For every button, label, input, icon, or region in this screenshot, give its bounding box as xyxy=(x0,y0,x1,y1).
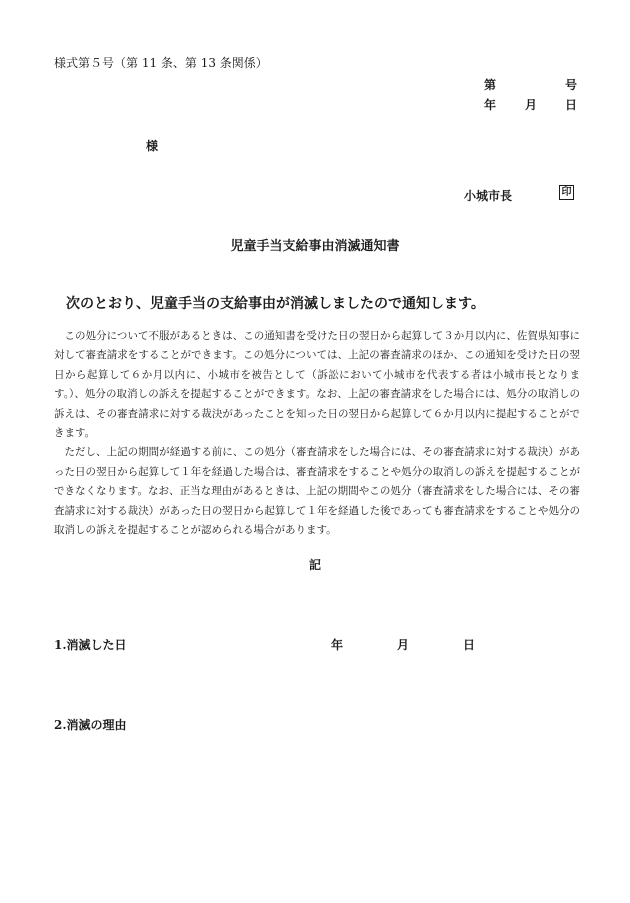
extinction-date-day: 日 xyxy=(463,638,476,652)
lead-sentence: 次のとおり、児童手当の支給事由が消滅しましたので通知します。 xyxy=(66,296,485,312)
appeal-notice xyxy=(54,327,580,540)
document-date xyxy=(484,96,578,113)
appeal-notice-paragraph-1: この処分について不服があるときは、この通知書を受けた日の翌日から起算して３か月以内に、佐賀県知事に対して審査請求をすることができます。この処分については、上記の審査請求のほか、この通知を受けた日の翌日から起算して６か月以内に、小城市を被告として（訴訟において小城市を代表する者は小城市長となります。）、処分の取消しの訴えを提起することができます。なお、上記の審査請求をした場合には、処分の取消しの訴えは、その審査請求に対する裁決があったことを知った日の翌日から起算して６か月以内に提起することができます。 xyxy=(54,330,580,440)
document-date-day: 日 xyxy=(565,98,578,112)
extinction-reason-label: 2.消滅の理由 xyxy=(54,718,127,732)
document-number xyxy=(484,76,578,93)
issuer-title: 小城市長 xyxy=(464,189,513,203)
seal-stamp: 印 xyxy=(559,185,574,200)
ki-heading: 記 xyxy=(308,558,321,572)
form-reference: 様式第５号（第 11 条、第 13 条関係） xyxy=(54,56,268,70)
appeal-notice-paragraph-2: ただし、上記の期間が経過する前に、この処分（審査請求をした場合には、その審査請求に対する裁決）があった日の翌日から起算して１年を経過した場合は、審査請求をすることや処分の取消しの訴えを提起することができなくなります。なお、正当な理由があるときは、上記の期間やこの処分（審査請求をした場合には、その審査請求に対する裁決）があった日の翌日から起算して１年を経過した後であっても審査請求をすることや処分の取消しの訴えを提起することが認められる場合があります。 xyxy=(54,446,580,537)
document-date-month: 月 xyxy=(525,98,538,112)
extinction-date-year: 年 xyxy=(331,638,344,652)
extinction-date-month: 月 xyxy=(397,638,410,652)
document-date-year: 年 xyxy=(484,98,497,112)
document-number-prefix: 第 xyxy=(484,78,497,92)
extinction-date-label: 1.消滅した日 xyxy=(54,638,127,652)
document-number-suffix: 号 xyxy=(565,78,578,92)
document-title: 児童手当支給事由消滅通知書 xyxy=(230,239,400,254)
addressee: 様 xyxy=(146,139,159,153)
